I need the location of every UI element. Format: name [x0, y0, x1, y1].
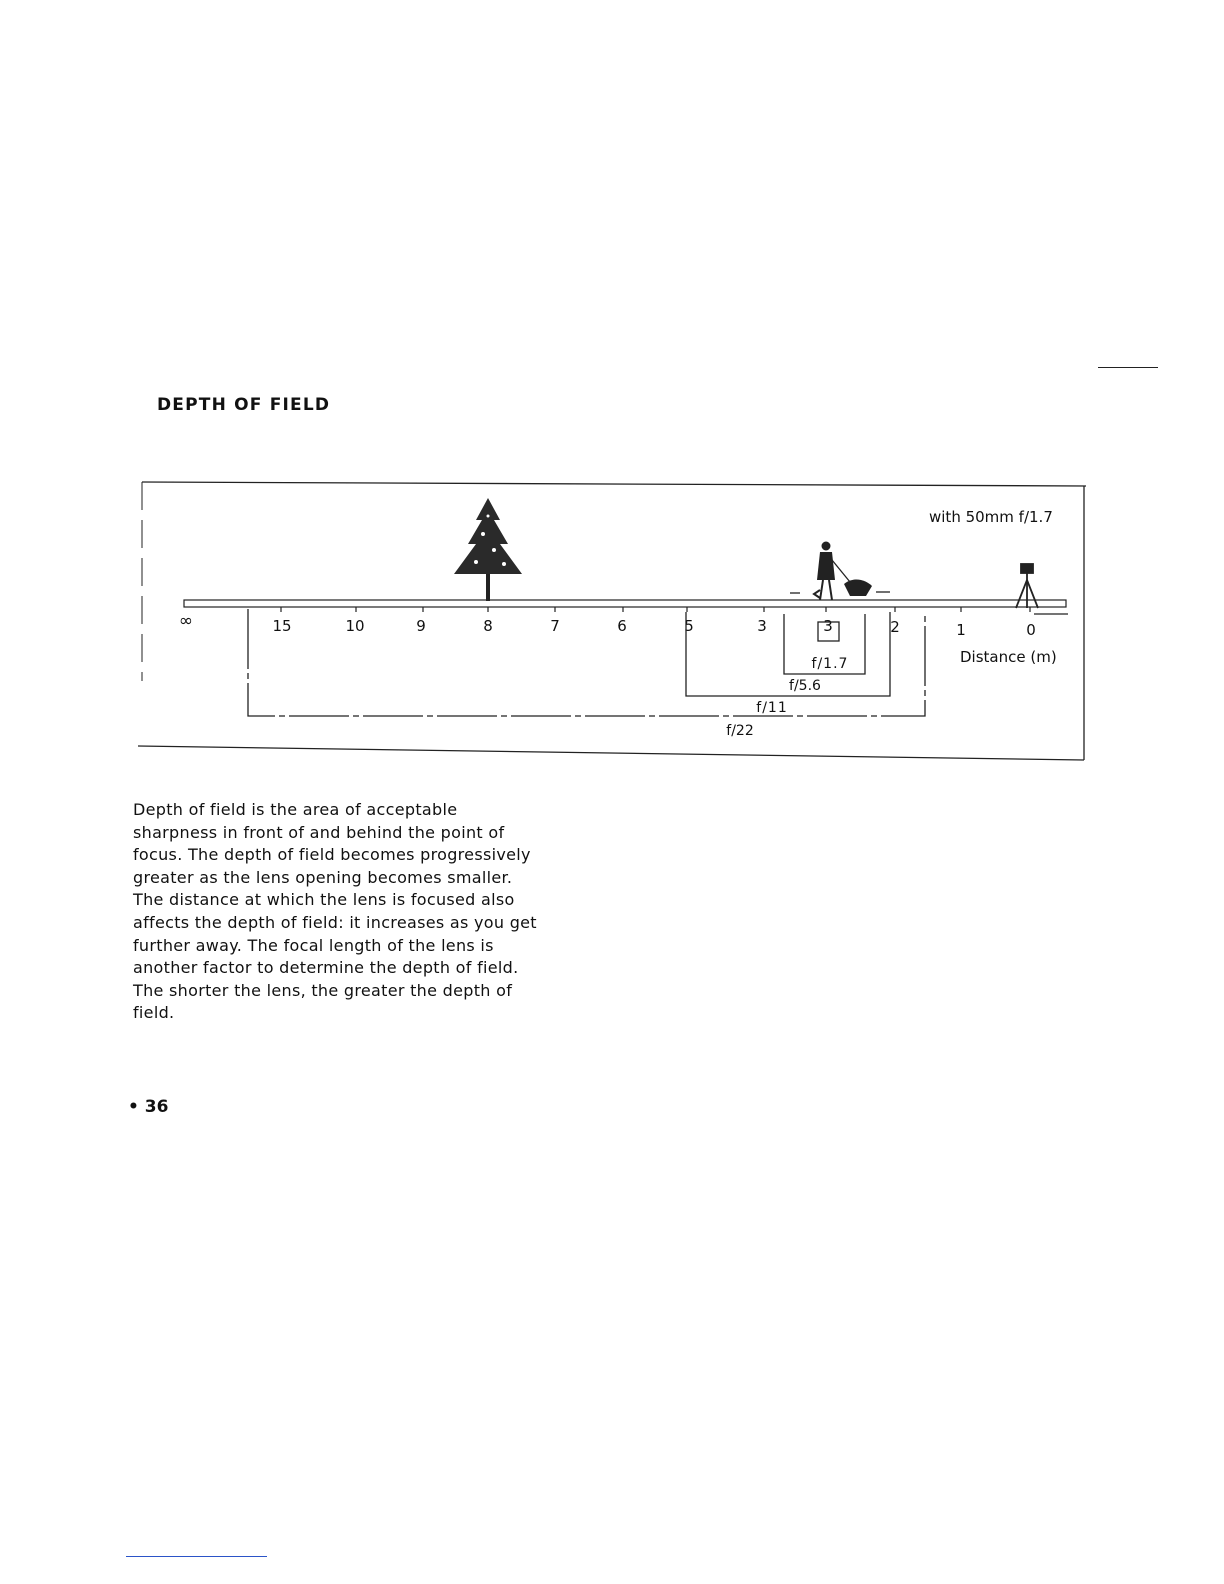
lens-label: with 50mm f/1.7	[929, 508, 1053, 526]
aperture-label-f11: f/11	[756, 700, 788, 716]
depth-of-field-figure	[138, 476, 1086, 764]
body-line: The distance at which the lens is focused also	[133, 890, 515, 910]
aperture-label-f22: f/22	[726, 723, 754, 739]
body-line: further away. The focal length of the lens is	[133, 935, 494, 955]
body-line: greater as the lens opening becomes smaller.	[133, 867, 513, 887]
body-line: field.	[133, 1003, 175, 1023]
aperture-label-f1-7: f/1.7	[811, 656, 849, 672]
bracket-f5-6	[686, 612, 890, 696]
scale-tick-label: 15	[272, 617, 292, 635]
body-line: another factor to determine the depth of field.	[133, 958, 519, 978]
section-heading: DEPTH OF FIELD	[157, 395, 331, 415]
frame-bottom	[138, 746, 1084, 760]
scale-tick-label: 7	[550, 617, 560, 635]
scale-tick-label: 3	[757, 617, 767, 635]
body-line: Depth of field is the area of acceptable	[133, 800, 458, 819]
body-line: The shorter the lens, the greater the depth of	[133, 980, 513, 1000]
scale-tick-label: 10	[345, 617, 365, 635]
body-paragraph	[133, 799, 593, 1025]
scale-tick-label: 8	[483, 617, 493, 635]
tree-icon	[454, 498, 522, 601]
dog-walker-icon	[790, 542, 890, 600]
scale-tick-label: 0	[1026, 621, 1036, 639]
body-line: affects the depth of field: it increases as you get	[133, 912, 537, 932]
scale-tick-label: 5	[684, 617, 694, 635]
camera-tripod-icon	[1016, 564, 1038, 608]
scale-tick-label: 6	[617, 617, 627, 635]
aperture-label-f5-6: f/5.6	[789, 678, 821, 694]
scale-tick-label: 9	[416, 617, 426, 635]
page-number: • 36	[128, 1097, 169, 1117]
frame-top	[142, 482, 1086, 486]
body-line: sharpness in front of and behind the point of	[133, 822, 505, 842]
scale-tick-label: 1	[956, 621, 966, 639]
distance-scale-bar	[184, 600, 1068, 614]
scale-tick-label: 2	[890, 618, 900, 636]
distance-axis-label: Distance (m)	[960, 648, 1057, 666]
body-line: focus. The depth of field becomes progressively	[133, 845, 531, 865]
corner-rule	[1098, 367, 1158, 368]
depth-of-field-diagram	[138, 476, 1086, 764]
infinity-label: ∞	[178, 611, 194, 631]
bottom-rule	[126, 1556, 267, 1557]
scale-tick-label: 3	[823, 617, 833, 635]
